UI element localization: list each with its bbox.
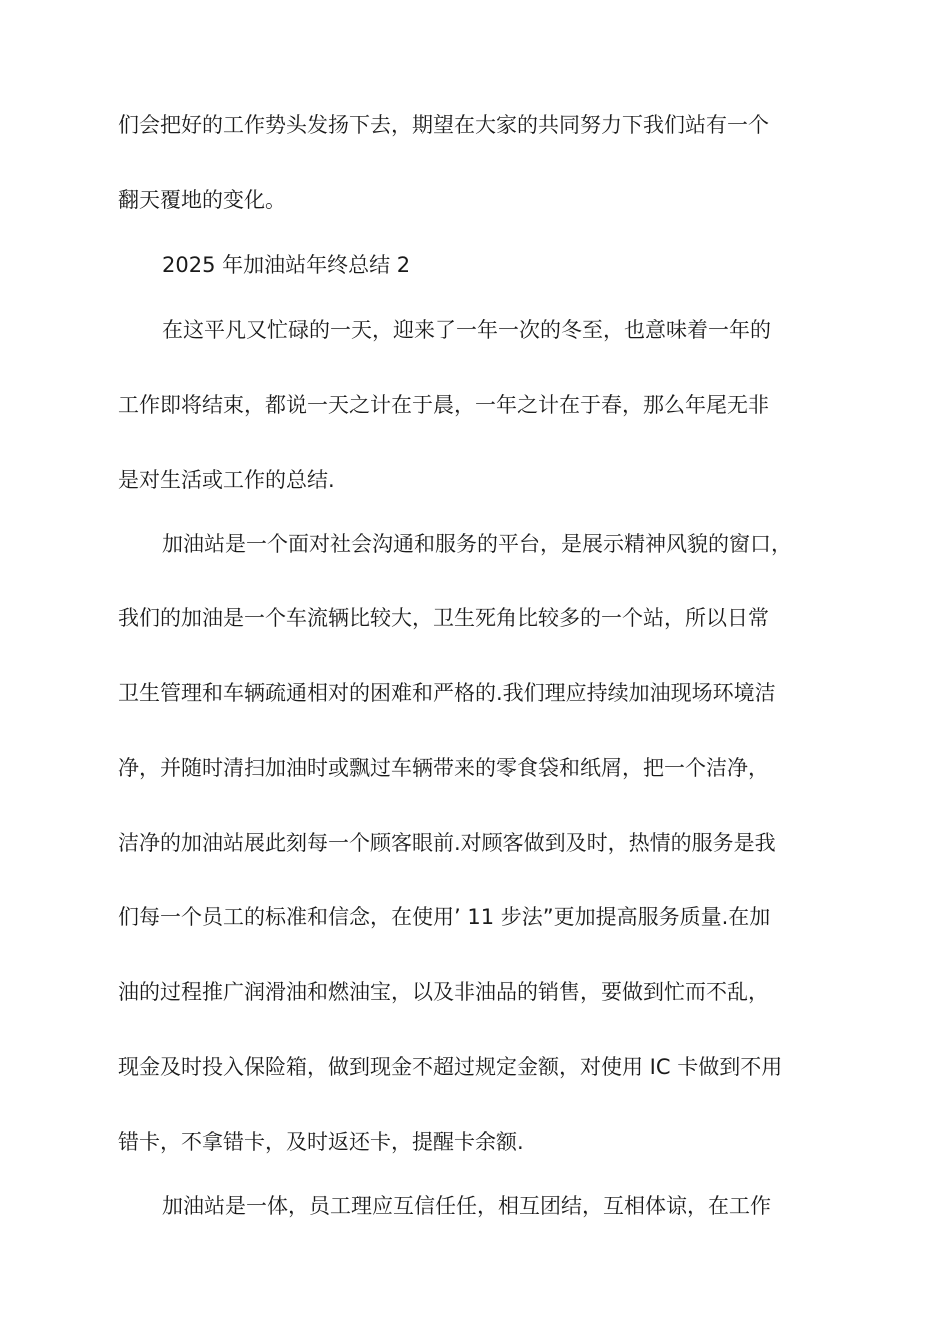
paragraph-line: 们每一个员工的标准和信念，在使用’ 11 步法”更加提高服务质量.在加 xyxy=(118,905,771,929)
paragraph-line: 加油站是一体，员工理应互信任任，相互团结，互相体谅，在工作 xyxy=(162,1194,771,1218)
paragraph-line: 卫生管理和车辆疏通相对的困难和严格的.我们理应持续加油现场环境洁 xyxy=(118,681,776,705)
paragraph-line: 净，并随时清扫加油时或飘过车辆带来的零食袋和纸屑，把一个洁净， xyxy=(118,756,769,780)
paragraph-line: 现金及时投入保险箱，做到现金不超过规定金额，对使用 IC 卡做到不用 xyxy=(118,1055,783,1079)
paragraph-line: 加油站是一个面对社会沟通和服务的平台，是展示精神风貌的窗口， xyxy=(162,532,792,556)
paragraph-line: 是对生活或工作的总结. xyxy=(118,468,335,492)
paragraph-line: 我们的加油是一个车流辆比较大，卫生死角比较多的一个站，所以日常 xyxy=(118,606,769,630)
paragraph-line: 在这平凡又忙碌的一天，迎来了一年一次的冬至，也意味着一年的 xyxy=(162,318,771,342)
paragraph-line: 错卡，不拿错卡，及时返还卡，提醒卡余额. xyxy=(118,1130,524,1154)
section-heading: 2025 年加油站年终总结 2 xyxy=(162,253,411,277)
paragraph-line: 油的过程推广润滑油和燃油宝，以及非油品的销售，要做到忙而不乱， xyxy=(118,980,769,1004)
paragraph-line: 们会把好的工作势头发扬下去，期望在大家的共同努力下我们站有一个 xyxy=(118,113,769,137)
paragraph-line: 工作即将结束，都说一天之计在于晨，一年之计在于春，那么年尾无非 xyxy=(118,393,769,417)
paragraph-line: 翻天覆地的变化。 xyxy=(118,188,286,212)
paragraph-line: 洁净的加油站展此刻每一个顾客眼前.对顾客做到及时，热情的服务是我 xyxy=(118,831,776,855)
